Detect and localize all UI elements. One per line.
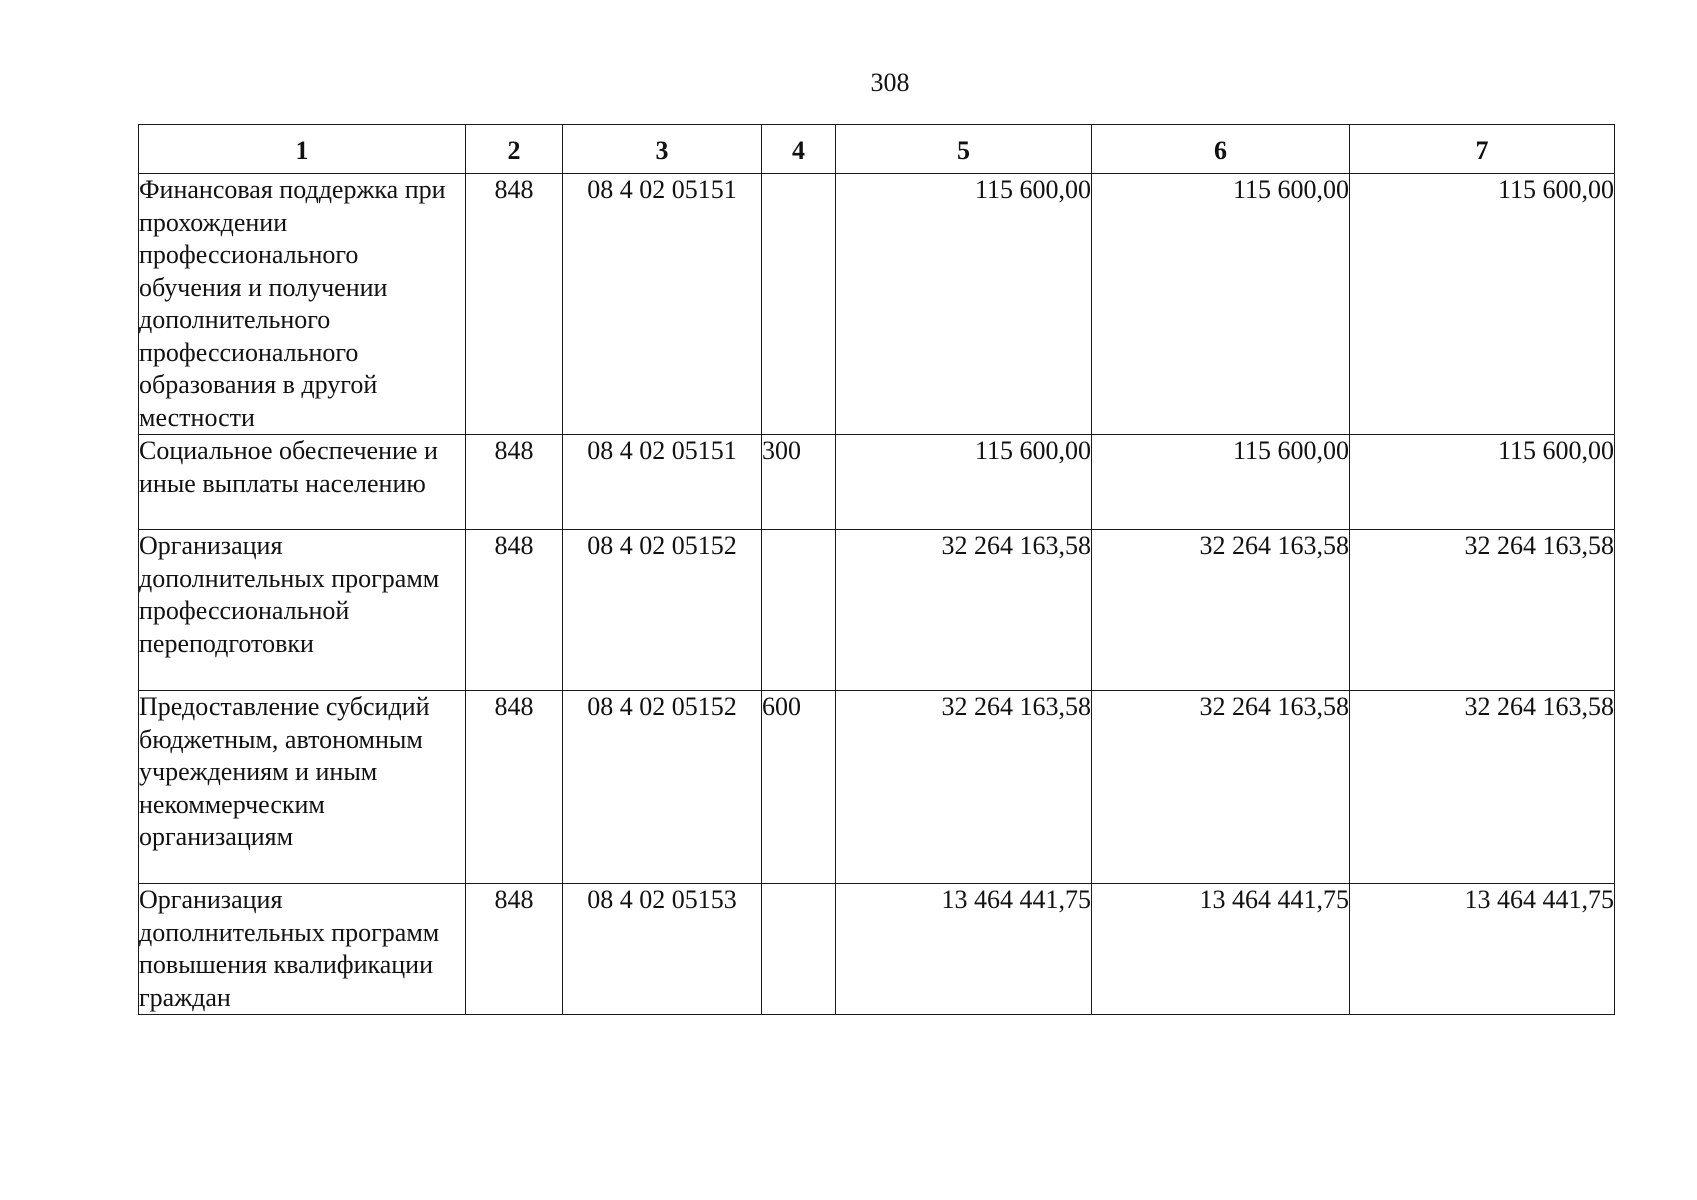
row-target-article: 08 4 02 05152 [563,691,762,884]
row-expense-type: 600 [762,691,836,884]
row-amount-col5: 32 264 163,58 [836,530,1092,691]
table-row [139,530,1615,691]
row-target-article: 08 4 02 05151 [563,174,762,435]
row-amount-col6: 13 464 441,75 [1092,884,1350,1015]
row-amount-col7: 13 464 441,75 [1350,884,1615,1015]
row-name: Финансовая поддержка при прохождении профессионального обучения и получении дополнительного профессионального образования в другой местности [139,174,466,435]
row-amount-col5: 115 600,00 [836,174,1092,435]
row-amount-col6: 115 600,00 [1092,174,1350,435]
row-amount-col5: 32 264 163,58 [836,691,1092,884]
row-name: Организация дополнительных программ профессиональной переподготовки [139,530,466,691]
table-row [139,174,1615,435]
table-row [139,884,1615,1015]
row-target-article: 08 4 02 05152 [563,530,762,691]
budget-table [138,124,1615,1015]
row-amount-col5: 13 464 441,75 [836,884,1092,1015]
row-department-code: 848 [466,174,563,435]
column-header-1: 1 [139,125,466,174]
column-header-7: 7 [1350,125,1615,174]
row-expense-type [762,530,836,691]
row-department-code: 848 [466,691,563,884]
row-amount-col7: 32 264 163,58 [1350,530,1615,691]
table-row [139,691,1615,884]
row-expense-type [762,174,836,435]
column-header-5: 5 [836,125,1092,174]
row-expense-type: 300 [762,435,836,530]
row-target-article: 08 4 02 05153 [563,884,762,1015]
row-amount-col7: 32 264 163,58 [1350,691,1615,884]
column-header-2: 2 [466,125,563,174]
column-header-6: 6 [1092,125,1350,174]
row-amount-col7: 115 600,00 [1350,174,1615,435]
row-amount-col6: 32 264 163,58 [1092,530,1350,691]
row-expense-type [762,884,836,1015]
row-target-article: 08 4 02 05151 [563,435,762,530]
column-header-4: 4 [762,125,836,174]
row-name: Социальное обеспечение и иные выплаты населению [139,435,466,530]
page-number: 308 [870,68,910,97]
row-amount-col7: 115 600,00 [1350,435,1615,530]
table-row [139,435,1615,530]
row-department-code: 848 [466,530,563,691]
row-name: Предоставление субсидий бюджетным, автономным учреждениям и иным некоммерческим организациям [139,691,466,884]
row-amount-col6: 115 600,00 [1092,435,1350,530]
row-department-code: 848 [466,884,563,1015]
row-amount-col5: 115 600,00 [836,435,1092,530]
column-header-3: 3 [563,125,762,174]
header-row [139,125,1615,174]
row-amount-col6: 32 264 163,58 [1092,691,1350,884]
row-department-code: 848 [466,435,563,530]
row-name: Организация дополнительных программ повышения квалификации граждан [139,884,466,1015]
